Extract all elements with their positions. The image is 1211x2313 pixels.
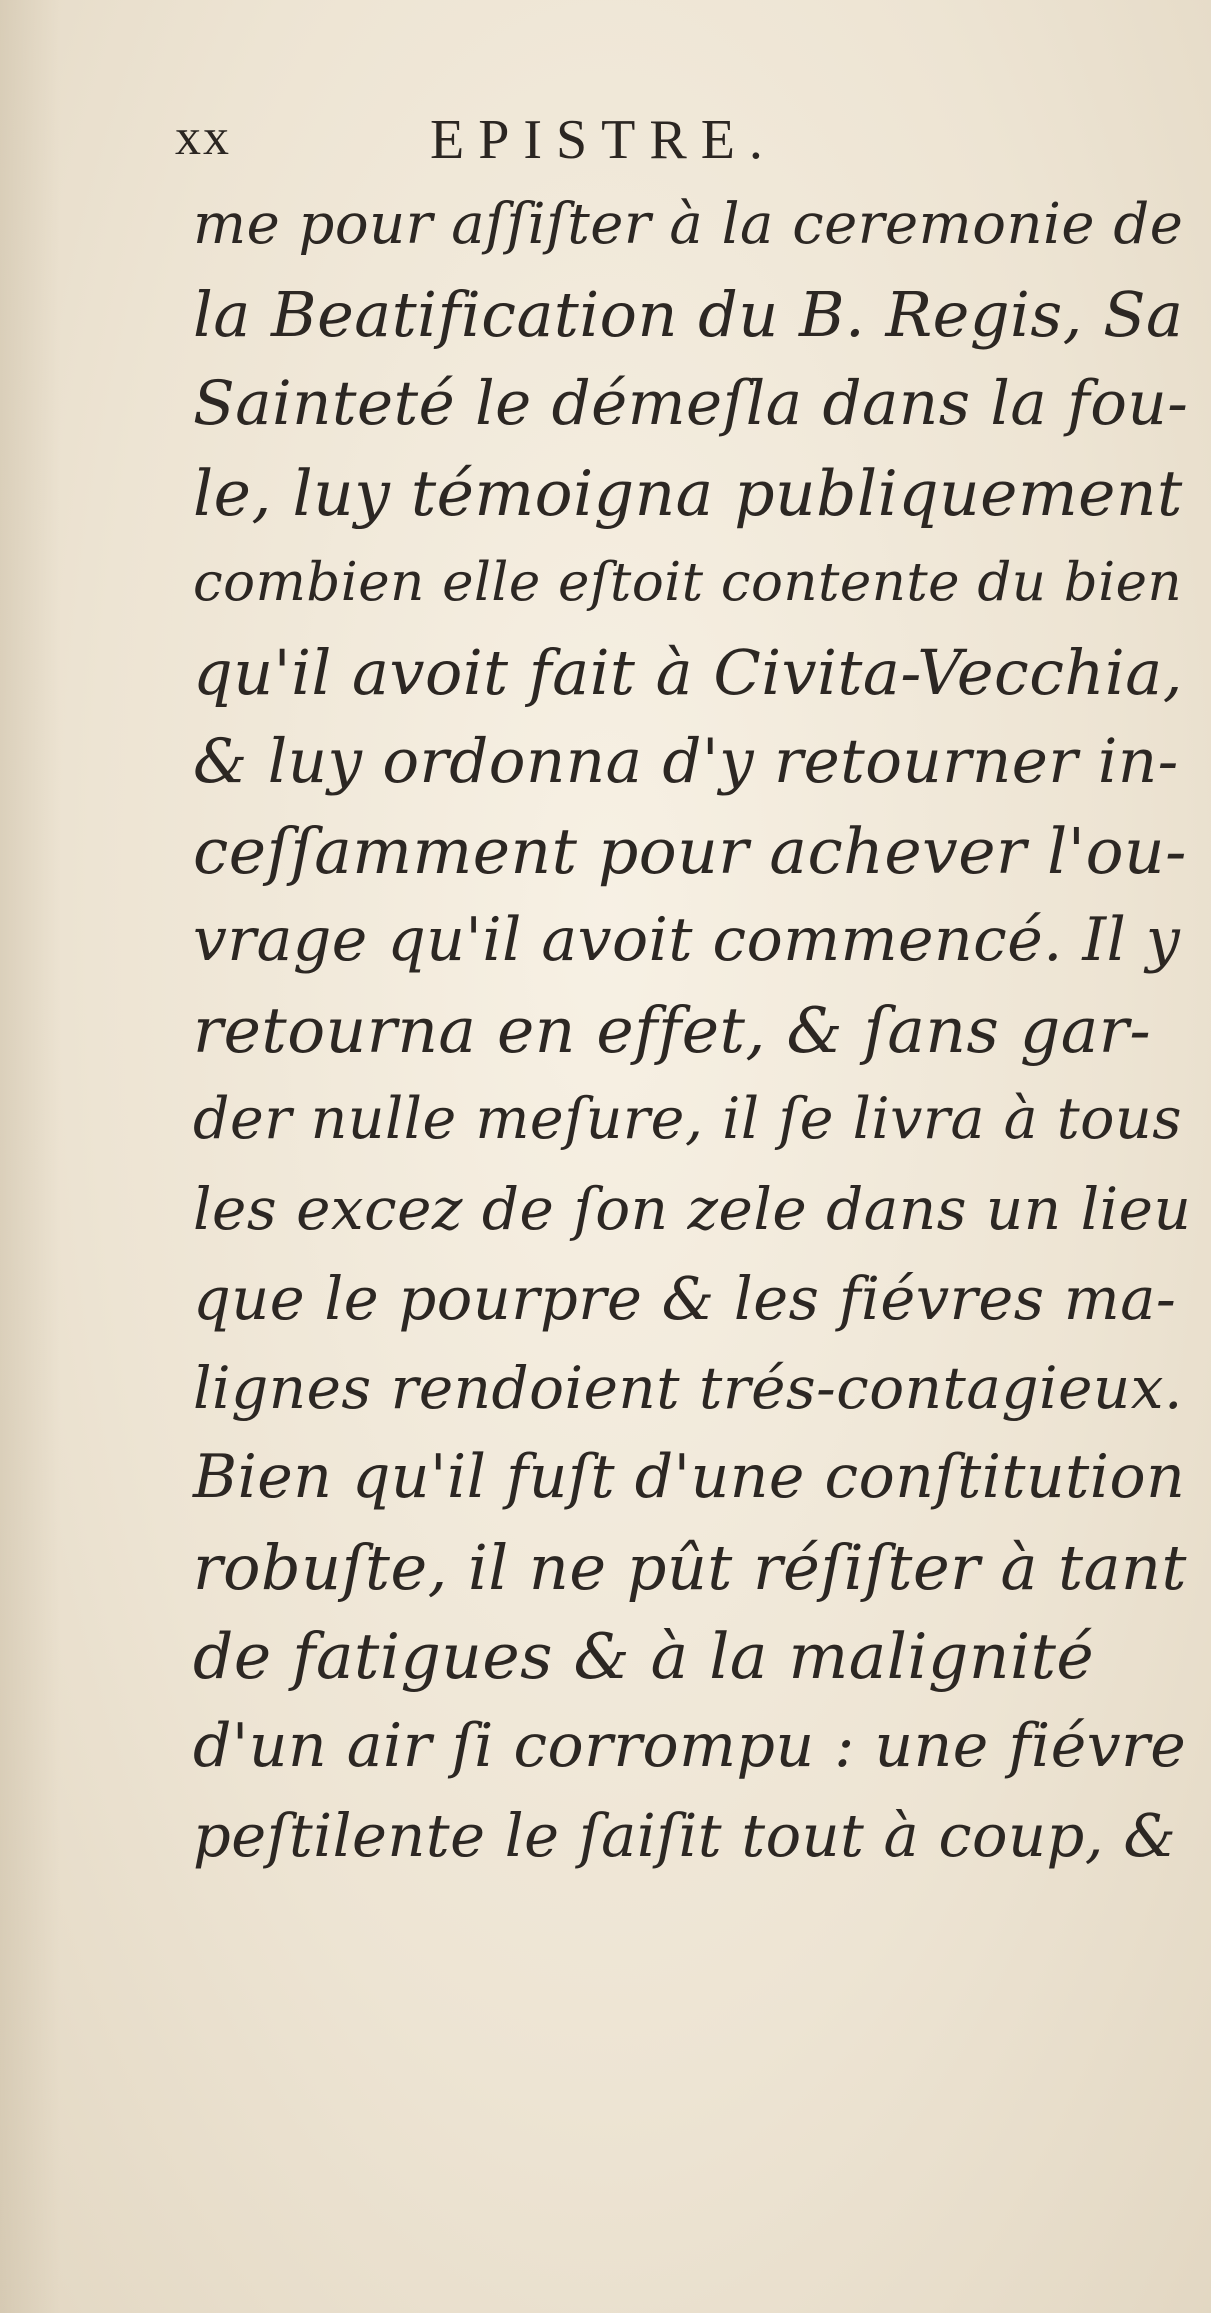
body-text	[193, 180, 1192, 1881]
page-gutter-shadow	[0, 0, 60, 2313]
text-line: qu'il avoit fait à Civita-Vecchia,	[193, 635, 1183, 709]
text-line: les excez de ſon zele dans un lieu	[193, 1174, 1192, 1243]
text-line: Bien qu'il fuſt d'une conſtitution	[193, 1442, 1186, 1512]
text-line: d'un air ſi corrompu : une fiévre	[193, 1710, 1187, 1781]
text-line: que le pourpre & les fiévres ma-	[193, 1264, 1177, 1333]
text-line: vrage qu'il avoit commencé. Il y	[193, 905, 1181, 975]
text-line: combien elle eſtoit contente du bien	[193, 552, 1183, 613]
text-line: Sainteté le démeſla dans la fou-	[193, 368, 1189, 439]
text-line: retourna en effet, & ſans gar-	[193, 993, 1152, 1067]
text-line: le, luy témoigna publiquement	[193, 456, 1183, 530]
text-line: ceſſamment pour achever l'ou-	[193, 814, 1187, 888]
running-head	[175, 108, 975, 188]
running-title: EPISTRE.	[430, 109, 777, 171]
text-line: & luy ordonna d'y retourner in-	[193, 726, 1179, 797]
page-number: xx	[175, 109, 231, 166]
text-line: robuſte, il ne pût réſiſter à tant	[193, 1530, 1187, 1604]
text-line: lignes rendoient trés-contagieux.	[193, 1353, 1183, 1422]
text-line: la Beatification du B. Regis, Sa	[193, 277, 1184, 351]
text-line: der nulle meſure, il ſe livra à tous	[193, 1086, 1182, 1152]
text-line: peſtilente le ſaiſit tout à coup, &	[193, 1801, 1177, 1870]
text-line: de fatigues & à la malignité	[193, 1620, 1095, 1693]
text-line: me pour aſſiſter à la ceremonie de	[193, 192, 1184, 257]
